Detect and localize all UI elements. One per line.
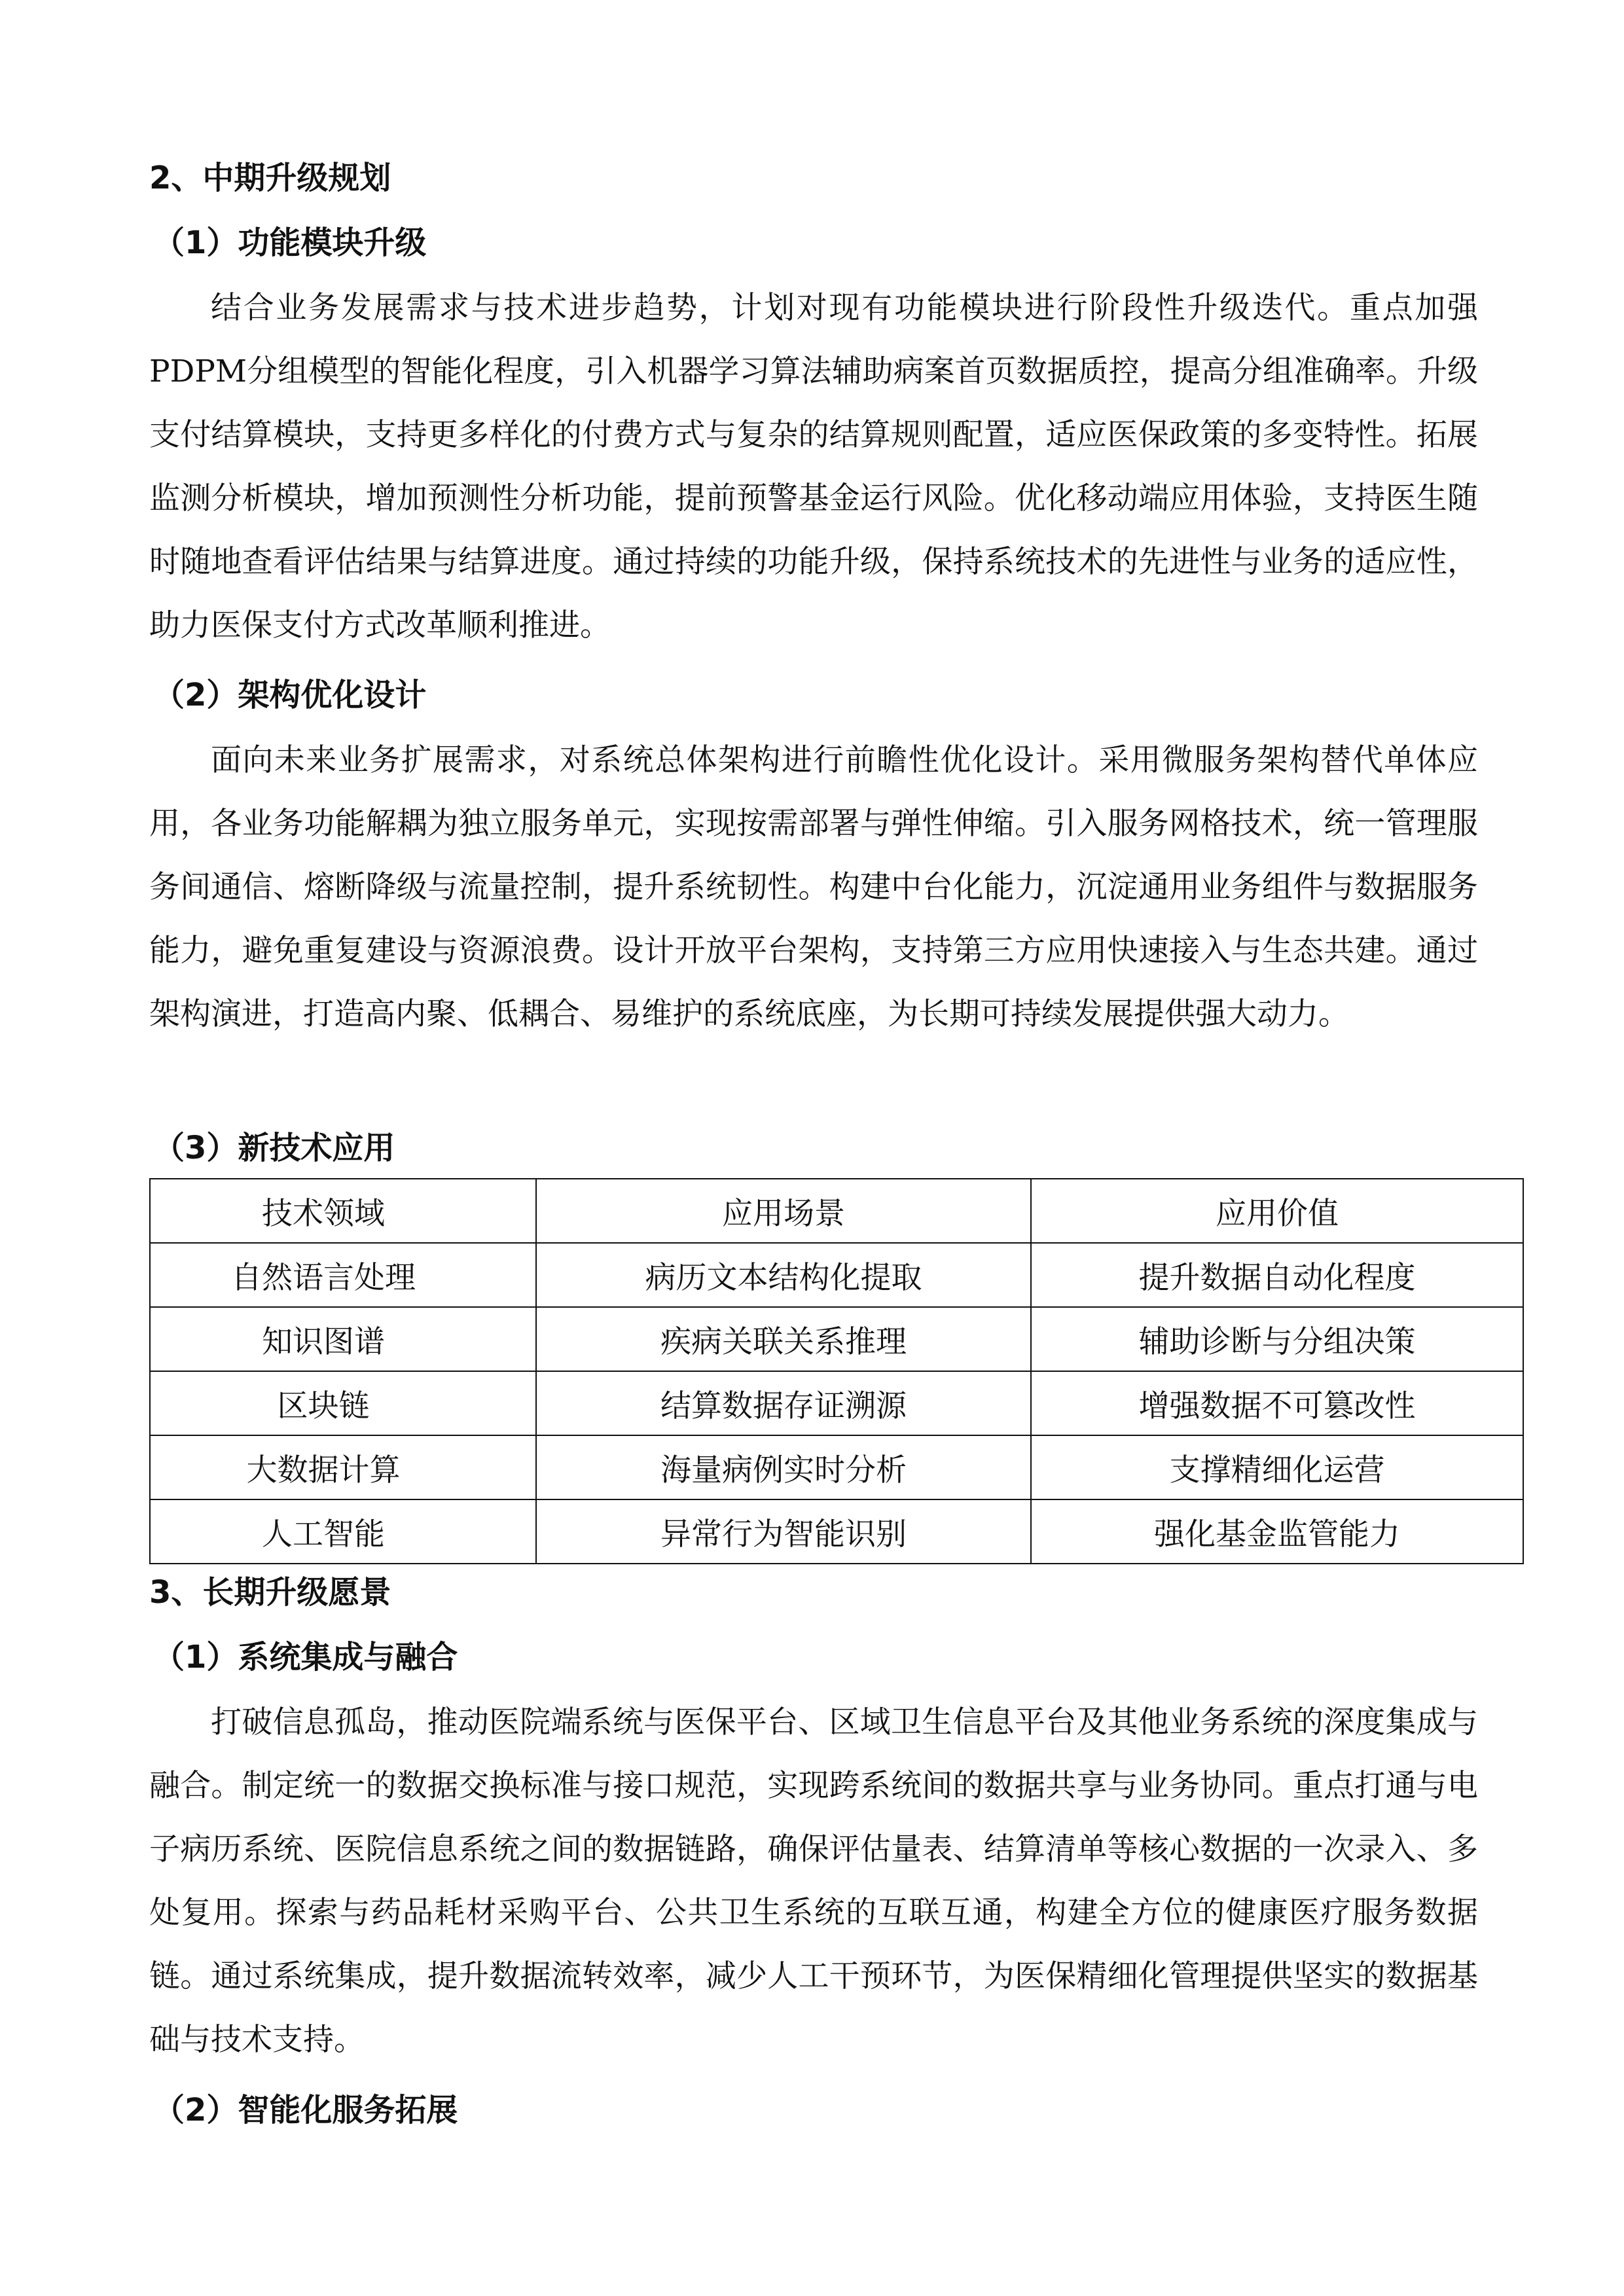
section-2-heading: 2、中期升级规划 [149,160,391,196]
table-header-cell: 应用场景 [536,1179,1031,1243]
table-row [150,1371,1523,1435]
table-header-row [150,1179,1523,1243]
table-cell: 区块链 [150,1371,536,1435]
table-cell: 强化基金监管能力 [1031,1499,1523,1564]
subsection-2-3-heading: （3）新技术应用 [153,1130,395,1166]
table-cell: 增强数据不可篡改性 [1031,1371,1523,1435]
subsection-2-2-heading: （2）架构优化设计 [153,677,427,713]
table-cell: 自然语言处理 [150,1243,536,1307]
subsection-3-1-paragraph: 打破信息孤岛，推动医院端系统与医保平台、区域卫生信息平台及其他业务系统的深度集成与融合。制定统一的数据交换标准与接口规范，实现跨系统间的数据共享与业务协同。重点打通与电子病历系统、医院信息系统之间的数据链路，确保评估量表、结算清单等核心数据的一次录入、多处复用。探索与药品耗材采购平台、公共卫生系统的互联互通，构建全方位的健康医疗服务数据链。通过系统集成，提升数据流转效率，减少人工干预环节，为医保精细化管理提供坚实的数据基础与技术支持。 [149,1704,1478,2058]
table-cell: 疾病关联关系推理 [536,1307,1031,1371]
subsection-2-2-paragraph: 面向未来业务扩展需求，对系统总体架构进行前瞻性优化设计。采用微服务架构替代单体应用，各业务功能解耦为独立服务单元，实现按需部署与弹性伸缩。引入服务网格技术，统一管理服务间通信、熔断降级与流量控制，提升系统韧性。构建中台化能力，沉淀通用业务组件与数据服务能力，避免重复建设与资源浪费。设计开放平台架构，支持第三方应用快速接入与生态共建。通过架构演进，打造高内聚、低耦合、易维护的系统底座，为长期可持续发展提供强大动力。 [149,742,1478,1032]
subsection-3-2-heading: （2）智能化服务拓展 [153,2092,458,2128]
table-cell: 大数据计算 [150,1435,536,1499]
technology-table [149,1178,1524,1564]
table-row [150,1435,1523,1499]
table-row [150,1243,1523,1307]
table-cell: 辅助诊断与分组决策 [1031,1307,1523,1371]
table-row [150,1307,1523,1371]
table-cell: 支撑精细化运营 [1031,1435,1523,1499]
table-cell: 结算数据存证溯源 [536,1371,1031,1435]
section-3-heading: 3、长期升级愿景 [149,1574,391,1611]
subsection-2-1-heading: （1）功能模块升级 [153,224,427,261]
subsection-3-1-heading: （1）系统集成与融合 [153,1639,458,1676]
table-cell: 病历文本结构化提取 [536,1243,1031,1307]
table-row [150,1499,1523,1564]
table-cell: 海量病例实时分析 [536,1435,1031,1499]
table-header-cell: 应用价值 [1031,1179,1523,1243]
table-cell: 提升数据自动化程度 [1031,1243,1523,1307]
table-cell: 人工智能 [150,1499,536,1564]
table-cell: 异常行为智能识别 [536,1499,1031,1564]
subsection-2-1-paragraph: 结合业务发展需求与技术进步趋势，计划对现有功能模块进行阶段性升级迭代。重点加强PDPM分组模型的智能化程度，引入机器学习算法辅助病案首页数据质控，提高分组准确率。升级支付结算模块，支持更多样化的付费方式与复杂的结算规则配置，适应医保政策的多变特性。拓展监测分析模块，增加预测性分析功能，提前预警基金运行风险。优化移动端应用体验，支持医生随时随地查看评估结果与结算进度。通过持续的功能升级，保持系统技术的先进性与业务的适应性，助力医保支付方式改革顺利推进。 [149,290,1478,643]
table-cell: 知识图谱 [150,1307,536,1371]
table-header-cell: 技术领域 [150,1179,536,1243]
